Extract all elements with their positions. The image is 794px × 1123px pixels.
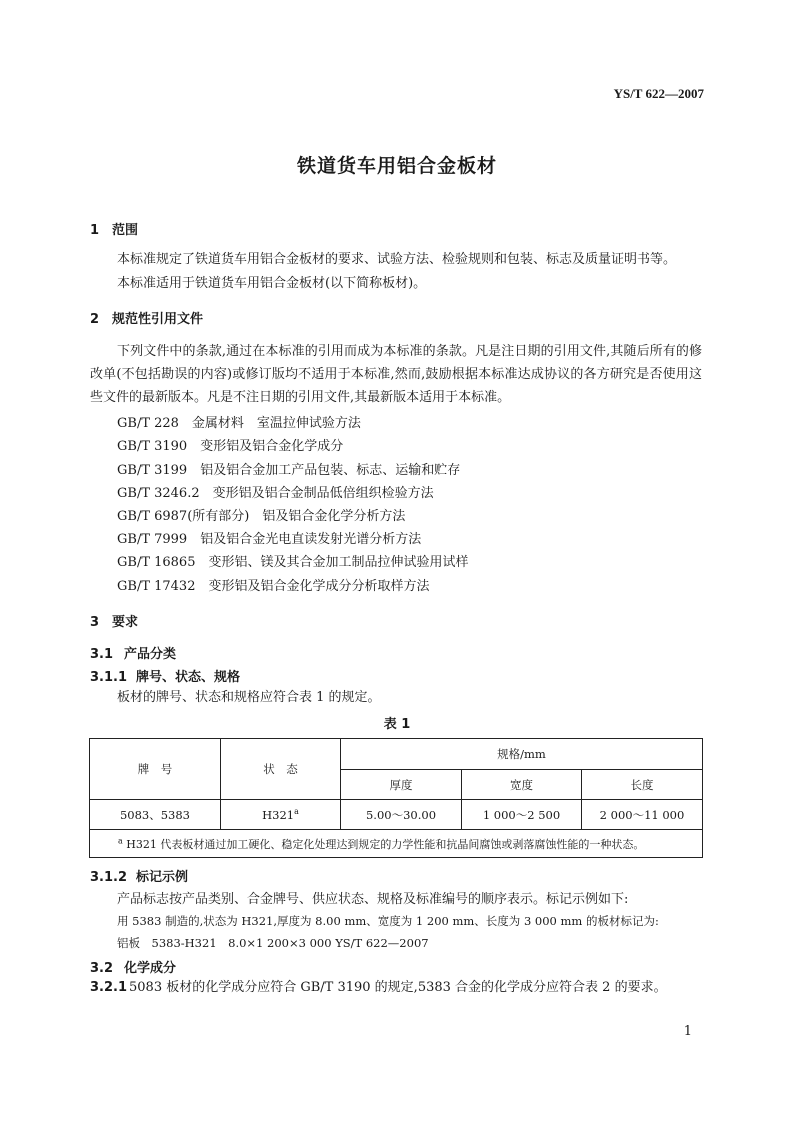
section-number: 3.1.1 [90, 670, 128, 685]
section-number: 3.2 [90, 961, 114, 976]
cell-width: 1 000～2 500 [462, 800, 582, 830]
reference-item: GB/T 3190 变形铝及铝合金化学成分 [117, 439, 344, 454]
section-title: 规范性引用文件 [112, 312, 204, 327]
section-number: 3.1 [90, 647, 114, 662]
header-temper: 状 态 [221, 739, 341, 800]
section-title: 产品分类 [124, 647, 177, 662]
footnote-ref: a [294, 807, 299, 817]
subsection-3-1-heading [90, 643, 176, 662]
section-1-heading [90, 219, 138, 238]
section-number: 1 [90, 223, 100, 238]
section-title: 要求 [112, 615, 139, 630]
reference-item: GB/T 3199 铝及铝合金加工产品包装、标志、运输和贮存 [117, 463, 461, 478]
temper-value: H321 [262, 807, 295, 822]
paragraph: 5083 板材的化学成分应符合 GB/T 3190 的规定,5383 合金的化学成分应符合表 2 的要求。 [129, 980, 667, 995]
reference-item: GB/T 228 金属材料 室温拉伸试验方法 [117, 416, 361, 431]
document-title: 铁道货车用铝合金板材 [296, 155, 497, 177]
reference-item: GB/T 3246.2 变形铝及铝合金制品低倍组织检验方法 [117, 486, 434, 501]
subsection-3-1-2-heading [90, 866, 188, 885]
header-length: 长度 [582, 770, 703, 800]
header-spec: 规格/mm [341, 739, 703, 770]
spec-table [89, 738, 703, 858]
section-title: 牌号、状态、规格 [136, 670, 241, 685]
header-thickness: 厚度 [341, 770, 462, 800]
footnote-mark: a [118, 835, 123, 845]
section-title: 范围 [112, 223, 139, 238]
section-number: 3.1.2 [90, 870, 128, 885]
footnote-text: H321 代表板材通过加工硬化、稳定化处理达到规定的力学性能和抗晶间腐蚀或剥落腐蚀性能的一种状态。 [126, 837, 645, 851]
section-title: 化学成分 [124, 961, 177, 976]
section-title: 标记示例 [136, 870, 189, 885]
standard-number: YS/T 622—2007 [613, 86, 704, 101]
cell-length: 2 000～11 000 [582, 800, 703, 830]
cell-thickness: 5.00～30.00 [341, 800, 462, 830]
table-footnote [90, 830, 703, 858]
section-number: 3.2.1 [90, 980, 128, 995]
table-caption: 表 1 [383, 717, 411, 732]
subsection-3-2-1 [90, 976, 667, 999]
reference-item: GB/T 16865 变形铝、镁及其合金加工制品拉伸试验用试样 [117, 555, 469, 570]
page-number: 1 [683, 1024, 692, 1039]
cell-grade: 5083、5383 [90, 800, 221, 830]
section-number: 2 [90, 312, 100, 327]
reference-item: GB/T 17432 变形铝及铝合金化学成分分析取样方法 [117, 579, 430, 594]
example-description: 用 5383 制造的,状态为 H321,厚度为 8.00 mm、宽度为 1 200 mm、长度为 3 000 mm 的板材标记为: [117, 914, 659, 928]
section-3-heading [90, 611, 138, 630]
cell-temper [221, 800, 341, 830]
paragraph: 本标准适用于铁道货车用铝合金板材(以下简称板材)。 [117, 276, 427, 291]
paragraph: 产品标志按产品类别、合金牌号、供应状态、规格及标准编号的顺序表示。标记示例如下: [117, 892, 629, 907]
table-row [90, 800, 703, 830]
example-mark: 铝板 5383-H321 8.0×1 200×3 000 YS/T 622—2007 [117, 936, 429, 950]
paragraph: 本标准规定了铁道货车用铝合金板材的要求、试验方法、检验规则和包装、标志及质量证明书等。 [117, 252, 677, 267]
paragraph: 下列文件中的条款,通过在本标准的引用而成为本标准的条款。凡是注日期的引用文件,其随后所有的修改单(不包括勘误的内容)或修订版均不适用于本标准,然而,鼓励根据本标准达成协议的各方研究是否使用这些文件的最新版本。凡是不注日期的引用文件,其最新版本适用于本标准。 [90, 344, 702, 405]
subsection-3-2-heading [90, 957, 176, 976]
header-grade: 牌 号 [90, 739, 221, 800]
section-2-heading [90, 308, 203, 327]
subsection-3-1-1-heading [90, 666, 240, 685]
reference-item: GB/T 6987(所有部分) 铝及铝合金化学分析方法 [117, 509, 406, 524]
reference-item: GB/T 7999 铝及铝合金光电直读发射光谱分析方法 [117, 532, 422, 547]
header-width: 宽度 [462, 770, 582, 800]
paragraph: 板材的牌号、状态和规格应符合表 1 的规定。 [117, 690, 381, 705]
section-number: 3 [90, 615, 100, 630]
